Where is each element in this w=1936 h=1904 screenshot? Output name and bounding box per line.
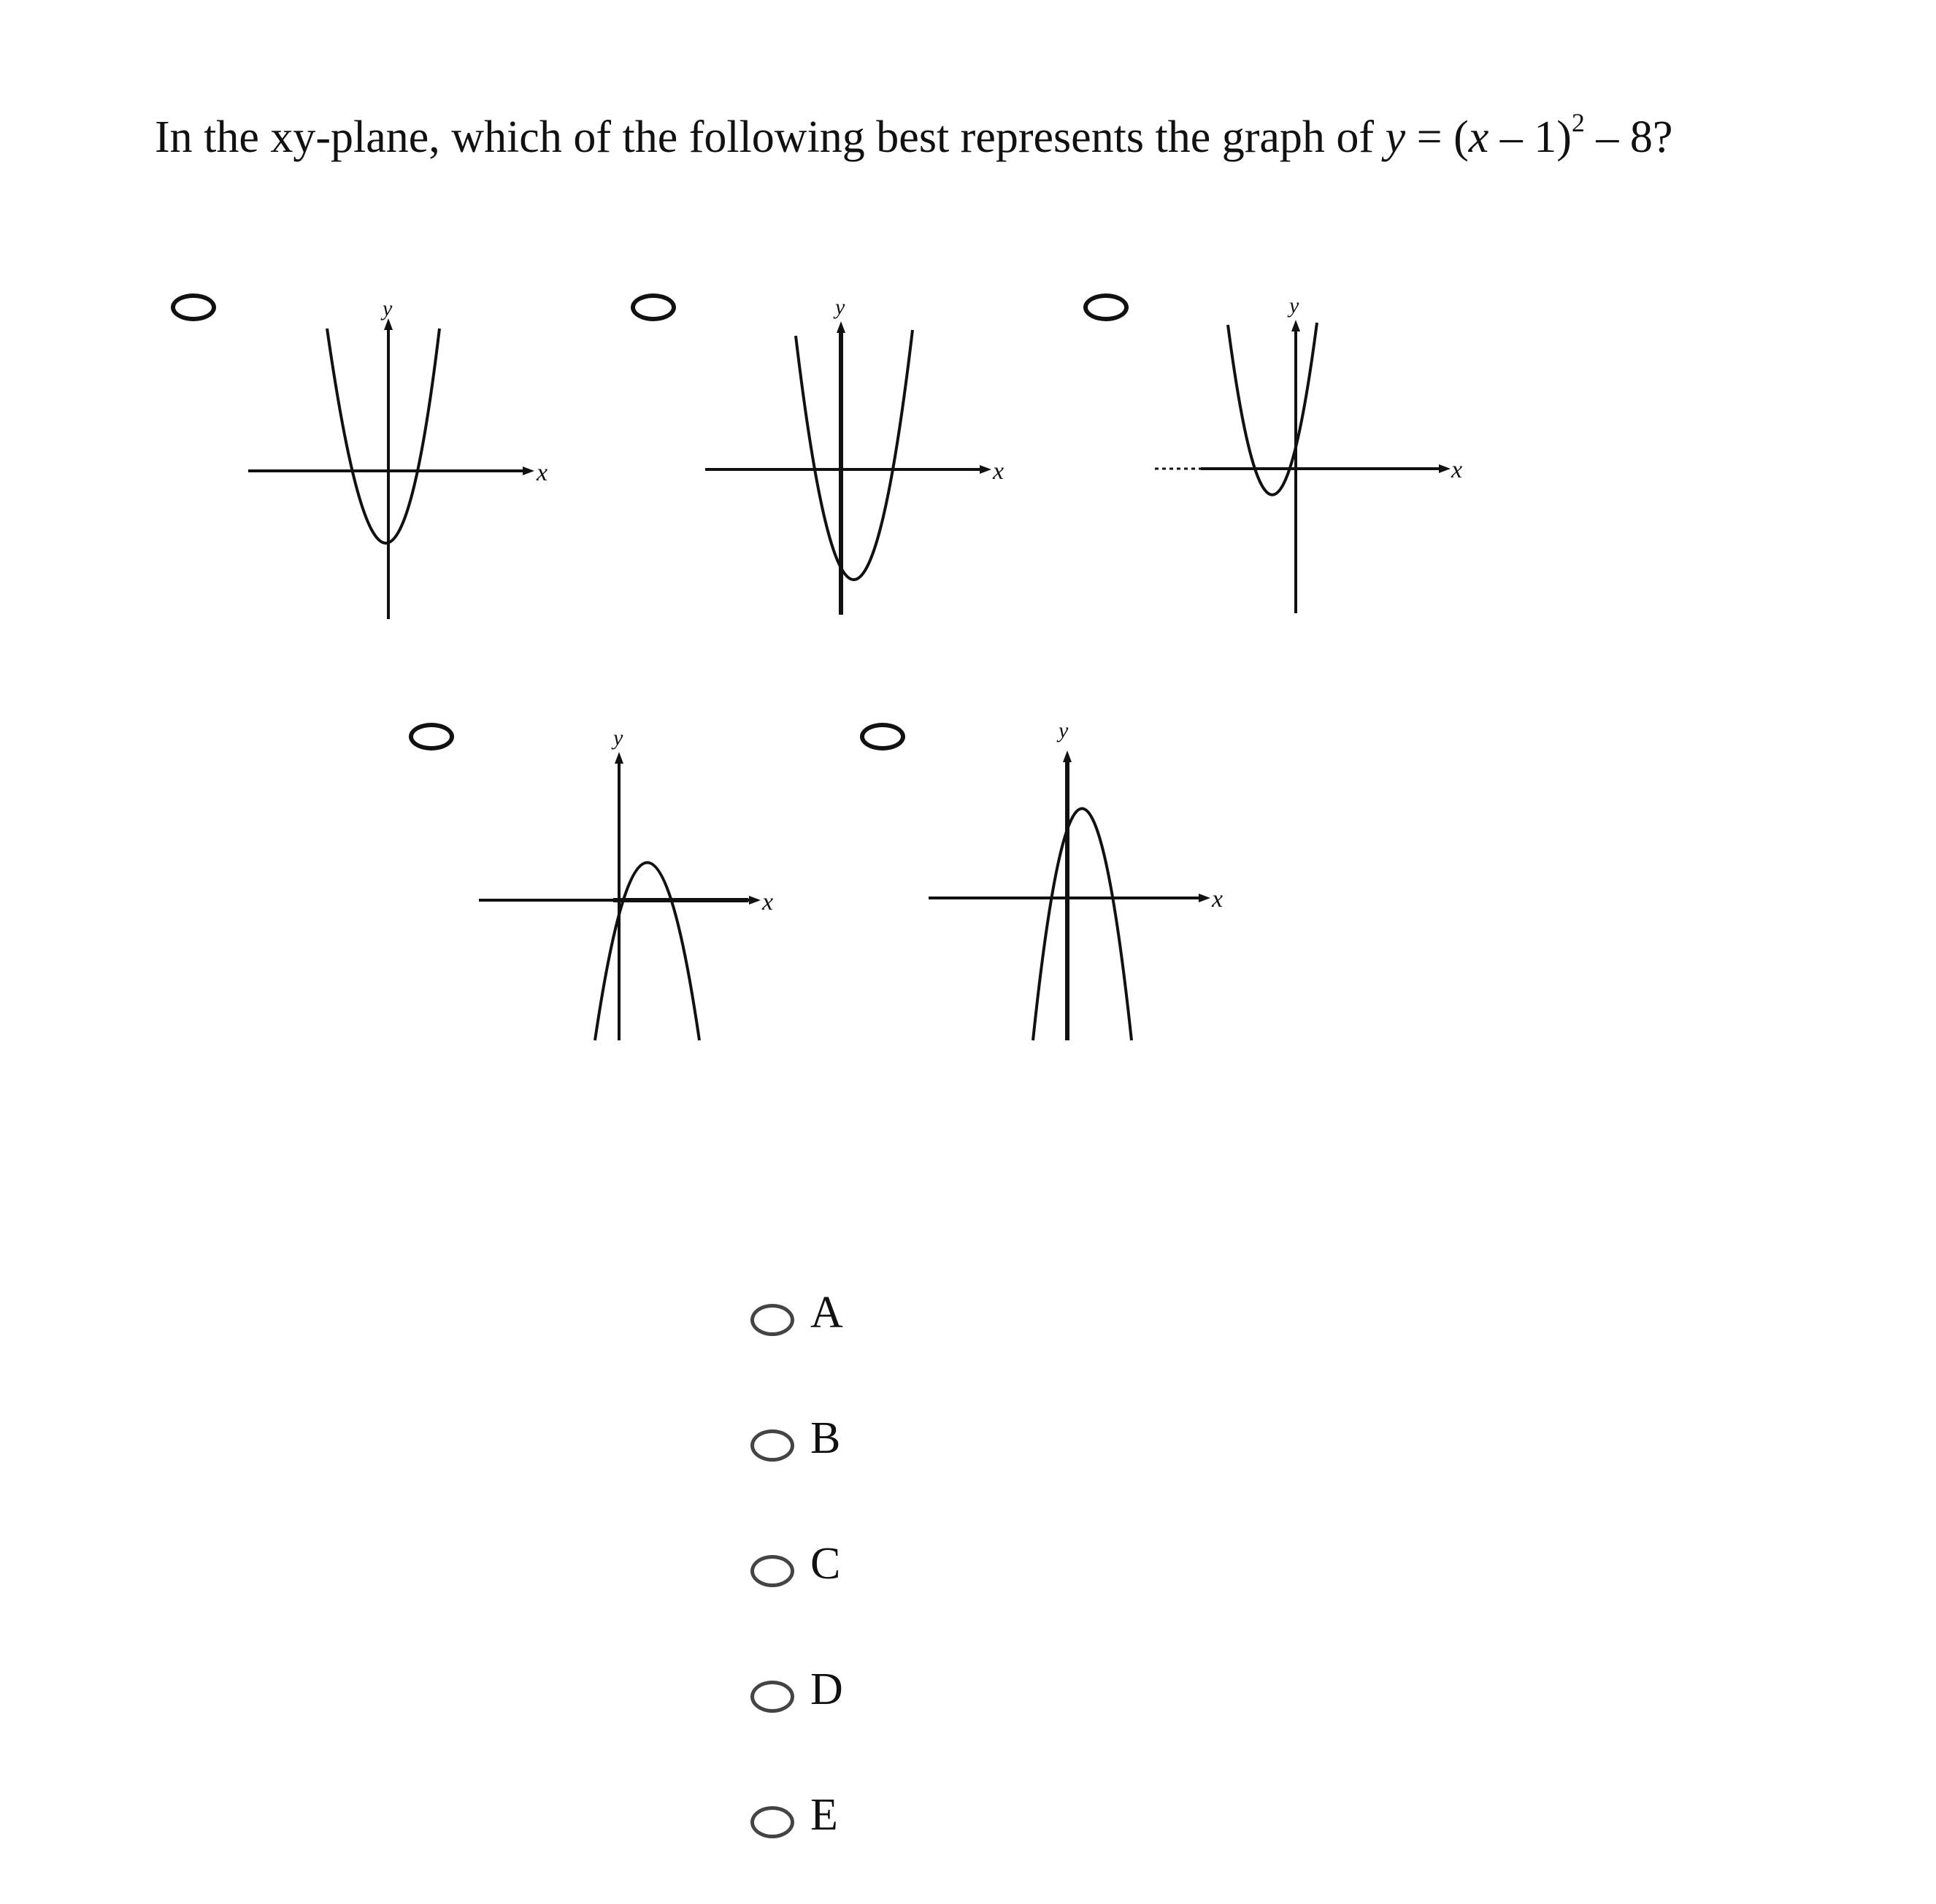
choice-e-radio[interactable] xyxy=(750,1806,794,1838)
choice-b-radio[interactable] xyxy=(750,1429,794,1462)
answer-choices xyxy=(750,1276,843,1904)
graph-3-x-label: x xyxy=(1451,456,1463,483)
graph-2-y-arrow xyxy=(837,321,845,333)
graph-3-y-label: y xyxy=(1289,293,1299,318)
choice-c-label: C xyxy=(810,1539,841,1589)
choice-e-label: E xyxy=(810,1790,838,1840)
choice-d[interactable] xyxy=(750,1653,843,1726)
graph-2-radio[interactable] xyxy=(631,293,676,321)
graph-2-x-label: x xyxy=(993,458,1005,485)
graph-3-radio[interactable] xyxy=(1083,293,1129,321)
graph-5-curve xyxy=(1033,809,1132,1041)
graph-4-y-arrow xyxy=(615,752,623,764)
graph-4-x-arrow xyxy=(749,896,761,905)
graph-4-x-label: x xyxy=(762,888,774,915)
graph-5-x-label: x xyxy=(1212,886,1224,913)
choice-a-label: A xyxy=(810,1288,843,1337)
graph-3-x-arrow xyxy=(1439,464,1451,473)
graph-1-x-label: x xyxy=(537,459,548,486)
graph-2-y-label: y xyxy=(835,295,845,319)
choice-e[interactable] xyxy=(750,1778,843,1851)
choice-d-label: D xyxy=(810,1665,843,1714)
graph-2 xyxy=(694,285,1029,628)
choice-c[interactable] xyxy=(750,1527,843,1600)
graph-1-x-arrow xyxy=(523,467,534,475)
graph-5-radio[interactable] xyxy=(860,723,905,751)
graph-4-curve xyxy=(595,863,699,1041)
choice-b[interactable] xyxy=(750,1402,843,1475)
graph-2-curve xyxy=(796,330,913,580)
choice-a-radio[interactable] xyxy=(750,1304,794,1336)
graph-5-y-arrow xyxy=(1063,751,1072,762)
graph-2-x-arrow xyxy=(980,465,991,474)
graph-4-radio[interactable] xyxy=(409,723,454,751)
choice-c-radio[interactable] xyxy=(750,1555,794,1587)
graph-3-y-arrow xyxy=(1291,320,1300,331)
graph-3 xyxy=(1146,285,1482,628)
choice-d-radio[interactable] xyxy=(750,1681,794,1713)
choice-a[interactable] xyxy=(750,1276,843,1349)
graph-4-y-label: y xyxy=(613,726,623,750)
graph-1-curve xyxy=(327,329,439,543)
graph-1 xyxy=(234,285,569,628)
choice-b-label: B xyxy=(810,1413,841,1463)
question-text: In the xy-plane, which of the following best represents the graph of y = (x – 1)$^2$ – 8? xyxy=(155,108,1673,162)
graph-1-radio[interactable] xyxy=(171,293,216,321)
graph-5-y-label: y xyxy=(1059,718,1069,742)
graph-5 xyxy=(920,715,1256,1059)
graph-4 xyxy=(467,715,803,1059)
graph-1-y-label: y xyxy=(383,296,393,320)
graph-5-x-arrow xyxy=(1199,894,1210,902)
